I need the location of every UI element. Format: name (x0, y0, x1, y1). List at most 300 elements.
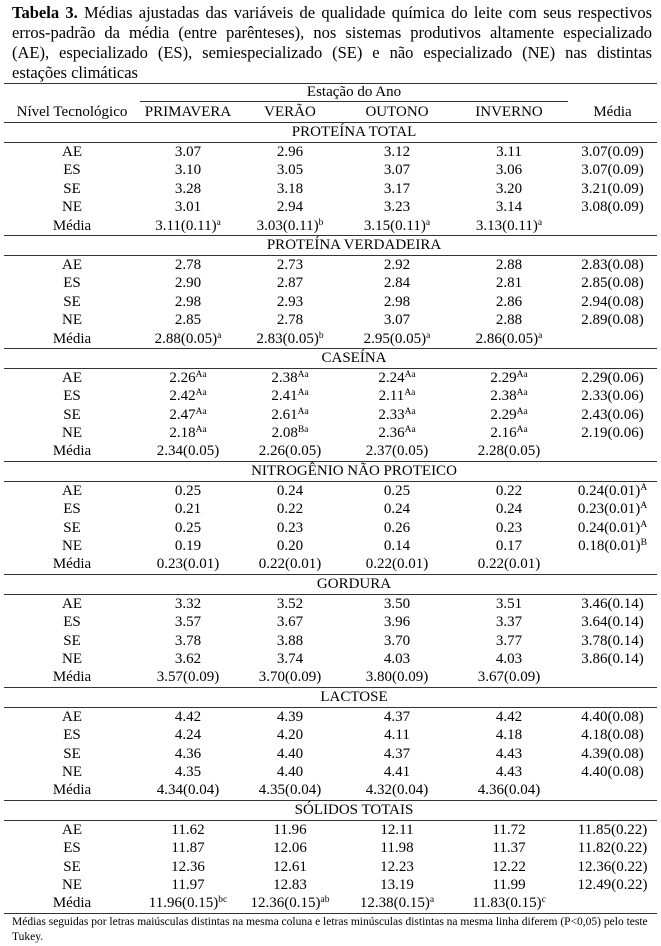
row-label: ES (63, 501, 81, 518)
table-row (4, 406, 657, 424)
cell-value: 3.80(0.09) (365, 669, 429, 686)
cell-value: 13.19 (380, 876, 414, 893)
cell-value: 0.25 (383, 482, 411, 499)
value-cell (236, 369, 344, 387)
section-title-spacer (568, 349, 657, 368)
cell-superscript: Aa (404, 388, 416, 399)
season-header-inverno: INVERNO (475, 104, 543, 120)
season-mean-cell (140, 217, 236, 235)
value-cell (140, 198, 236, 216)
cell-value: 0.23 (495, 519, 523, 536)
row-label: NE (62, 312, 82, 329)
value-cell (450, 143, 568, 161)
season-mean-cell (140, 442, 236, 460)
cell-value: 2.94(0.08) (581, 293, 644, 310)
cell-value: 3.88 (276, 632, 304, 649)
cell-value: 11.82(0.22) (577, 840, 648, 857)
table-row (4, 143, 657, 161)
cell-value: 11.96 (273, 821, 307, 838)
value-cell (140, 180, 236, 198)
section-title-row (4, 462, 657, 482)
row-label: Média (52, 895, 92, 912)
table-row (4, 650, 657, 668)
row-label: Média (52, 782, 92, 799)
cell-value: 3.32 (174, 595, 202, 612)
season-mean-cell (344, 442, 450, 460)
value-cell (236, 293, 344, 311)
cell-value: 11.97 (171, 876, 205, 893)
table-section (4, 801, 657, 914)
cell-value: 2.73 (276, 256, 304, 273)
cell-value: 3.78(0.14) (581, 632, 644, 649)
season-mean-cell (140, 330, 236, 348)
cell-value: 0.23 (276, 519, 304, 536)
caption-line (12, 3, 652, 23)
cell-value: 3.57(0.09) (156, 669, 220, 686)
section-title: NITROGÊNIO NÃO PROTEICO (251, 462, 457, 479)
cell-value: 3.74 (276, 650, 304, 667)
cell-value: 0.25 (174, 519, 202, 536)
cell-value: 3.96 (383, 614, 411, 631)
cell-value: 11.87 (171, 840, 205, 857)
cell-value: 3.67 (276, 614, 304, 631)
cell-value: 2.38 (271, 369, 298, 386)
mean-cell (568, 424, 657, 442)
cell-value: 4.18 (495, 727, 523, 744)
value-cell (344, 387, 450, 405)
value-cell (450, 274, 568, 292)
table-row (4, 161, 657, 179)
cell-value: 12.36(0.22) (577, 858, 648, 875)
cell-value: 4.11 (384, 727, 410, 744)
mean-cell (568, 519, 657, 537)
value-cell (140, 482, 236, 500)
season-mean-cell (344, 217, 450, 235)
mean-cell (568, 821, 657, 839)
cell-superscript: Aa (516, 425, 528, 436)
season-mean-cell (140, 668, 236, 686)
section-title-row (4, 236, 657, 256)
value-cell (450, 180, 568, 198)
row-label: Média (52, 669, 92, 686)
cell-value: 3.07(0.09) (581, 162, 644, 179)
caption-line: erros-padrão da média (entre parênteses), nos sistemas produtivos altamente especializado (12, 23, 652, 42)
value-cell (236, 595, 344, 613)
cell-value: 2.33 (378, 406, 405, 423)
value-cell (236, 180, 344, 198)
cell-superscript: Aa (195, 388, 207, 399)
mean-cell (568, 293, 657, 311)
cell-value: 3.37 (495, 614, 523, 631)
cell-value: 0.22(0.01) (258, 556, 322, 573)
value-cell (344, 708, 450, 726)
section-title-spacer (4, 349, 140, 368)
cell-superscript: Aa (516, 388, 528, 399)
value-cell (450, 537, 568, 555)
season-mean-cell (450, 442, 568, 460)
value-cell (236, 745, 344, 763)
mean-cell (568, 726, 657, 744)
row-label: NE (62, 199, 82, 216)
cell-value: 0.20 (276, 538, 304, 555)
table-section (4, 688, 657, 801)
row-label: SE (63, 519, 81, 536)
table-row (4, 256, 657, 274)
section-title: LACTOSE (320, 688, 388, 705)
cell-value: 3.78 (174, 632, 202, 649)
cell-value: 3.17 (383, 180, 411, 197)
cell-value: 2.86(0.05) (475, 330, 539, 347)
value-cell (344, 256, 450, 274)
cell-value: 2.61 (271, 406, 298, 423)
value-cell (140, 256, 236, 274)
cell-value: 11.85(0.22) (577, 821, 648, 838)
cell-value: 4.03 (495, 650, 523, 667)
value-cell (236, 763, 344, 781)
value-cell (236, 311, 344, 329)
value-cell (236, 839, 344, 857)
row-label: NE (62, 876, 82, 893)
cell-value: 4.37 (383, 708, 411, 725)
mean-cell (568, 595, 657, 613)
cell-superscript: A (640, 519, 648, 530)
cell-value: 2.98 (383, 293, 411, 310)
season-mean-cell (450, 668, 568, 686)
mean-cell (568, 256, 657, 274)
cell-superscript: a (538, 330, 543, 341)
cell-value: 3.11 (496, 144, 522, 160)
value-cell (450, 595, 568, 613)
cell-superscript: Aa (404, 406, 416, 417)
row-label: ES (63, 727, 81, 744)
mean-cell (568, 369, 657, 387)
row-label: Média (52, 330, 92, 347)
season-header-outono: OUTONO (365, 104, 429, 120)
value-cell (344, 424, 450, 442)
cell-value: 0.22(0.01) (365, 556, 429, 573)
value-cell (140, 595, 236, 613)
row-label-header (4, 84, 140, 122)
cell-value: 4.20 (276, 727, 304, 744)
cell-superscript: Aa (404, 369, 416, 380)
value-cell (140, 161, 236, 179)
cell-value: 0.22 (495, 482, 523, 499)
cell-value: 2.83(0.08) (581, 256, 644, 273)
cell-value: 3.64(0.14) (581, 614, 644, 631)
row-label: ES (63, 840, 81, 857)
season-mean-cell (236, 217, 344, 235)
row-label: ES (63, 614, 81, 631)
season-header-primavera: PRIMAVERA (144, 104, 232, 120)
value-cell (450, 763, 568, 781)
mean-row (4, 555, 657, 574)
value-cell (140, 613, 236, 631)
mean-cell (568, 180, 657, 198)
row-label: ES (63, 275, 81, 292)
season-group-label: Estação do Ano (140, 84, 568, 102)
mean-cell (568, 650, 657, 668)
mean-row (4, 894, 657, 913)
cell-value: 2.85(0.08) (581, 275, 644, 292)
cell-value: 4.43 (495, 745, 523, 762)
cell-value: 4.18(0.08) (581, 727, 644, 744)
cell-value: 4.40 (276, 763, 304, 780)
cell-value: 4.03 (383, 650, 411, 667)
cell-superscript: Aa (516, 369, 528, 380)
cell-value: 4.42 (495, 708, 523, 725)
section-title-spacer (568, 236, 657, 255)
cell-value: 4.39 (276, 708, 304, 725)
cell-value: 3.14 (495, 199, 523, 216)
cell-value: 2.38 (490, 388, 517, 405)
mean-cell (568, 632, 657, 650)
cell-value: 3.62 (174, 650, 202, 667)
row-label: SE (63, 406, 81, 423)
cell-value: 2.28(0.05) (477, 443, 541, 460)
cell-superscript: Aa (297, 388, 309, 399)
season-mean-cell (344, 330, 450, 348)
value-cell (450, 519, 568, 537)
mean-cell (568, 143, 657, 161)
season-mean-cell (236, 555, 344, 573)
value-cell (236, 726, 344, 744)
mean-cell (568, 839, 657, 857)
cell-value: 4.34(0.04) (156, 782, 220, 799)
cell-superscript: Aa (297, 406, 309, 417)
table-row (4, 500, 657, 518)
row-label: AE (62, 821, 82, 838)
value-cell (236, 821, 344, 839)
cell-value: 3.20 (495, 180, 523, 197)
value-cell (450, 161, 568, 179)
mean-cell (568, 387, 657, 405)
mean-cell (568, 708, 657, 726)
row-label: NE (62, 763, 82, 780)
cell-value: 2.89(0.08) (581, 312, 644, 329)
caption-line: estações climáticas (12, 63, 138, 82)
table-section (4, 575, 657, 688)
cell-value: 4.41 (383, 763, 411, 780)
value-cell (344, 821, 450, 839)
cell-value: 3.06 (495, 162, 523, 179)
value-cell (344, 613, 450, 631)
section-title-spacer (568, 575, 657, 594)
season-mean-cell (236, 330, 344, 348)
cell-value: 3.01 (174, 199, 202, 216)
value-cell (450, 424, 568, 442)
cell-value: 0.18(0.01) (578, 538, 641, 555)
cell-value: 11.99 (492, 876, 526, 893)
row-label: Média (52, 556, 92, 573)
cell-value: 3.18 (276, 180, 304, 197)
mean-row (4, 668, 657, 687)
value-cell (450, 876, 568, 894)
table-row (4, 387, 657, 405)
value-cell (236, 632, 344, 650)
value-cell (140, 143, 236, 161)
mean-cell (568, 537, 657, 555)
season-mean-cell (236, 668, 344, 686)
table-section (4, 462, 657, 575)
value-cell (140, 369, 236, 387)
cell-value: 11.37 (492, 840, 526, 857)
mean-row (4, 781, 657, 800)
value-cell (236, 858, 344, 876)
cell-value: 4.36(0.04) (477, 782, 541, 799)
cell-value: 0.24(0.01) (577, 519, 641, 536)
cell-value: 2.92 (383, 256, 411, 273)
cell-value: 11.96(0.15) (148, 895, 219, 912)
value-cell (140, 745, 236, 763)
cell-superscript: Aa (297, 369, 309, 380)
section-title: PROTEÍNA VERDADEIRA (266, 236, 442, 253)
cell-value: 4.40(0.08) (581, 763, 644, 780)
cell-value: 3.11(0.11) (155, 217, 217, 234)
value-cell (140, 406, 236, 424)
value-cell (236, 424, 344, 442)
value-cell (344, 311, 450, 329)
cell-value: 2.87 (276, 275, 304, 292)
value-cell (236, 500, 344, 518)
cell-value: 11.72 (492, 821, 526, 838)
section-title-spacer (568, 123, 657, 142)
value-cell (450, 387, 568, 405)
season-mean-cell (236, 442, 344, 460)
cell-value: 0.24 (495, 501, 523, 518)
season-mean-cell (450, 330, 568, 348)
cell-value: 2.78 (276, 312, 304, 329)
cell-value: 2.96 (276, 144, 304, 160)
cell-superscript: A (640, 482, 648, 493)
row-label: ES (63, 162, 81, 179)
cell-value: 2.42 (169, 388, 196, 405)
value-cell (236, 482, 344, 500)
table-row (4, 274, 657, 292)
table-row (4, 311, 657, 329)
value-cell (344, 650, 450, 668)
value-cell (344, 161, 450, 179)
cell-value: 2.36 (378, 425, 405, 442)
cell-value: 0.19 (174, 538, 202, 555)
cell-value: 0.24 (383, 501, 411, 518)
value-cell (450, 500, 568, 518)
cell-value: 4.43 (495, 763, 523, 780)
cell-superscript: Ba (297, 425, 309, 436)
value-cell (344, 293, 450, 311)
value-cell (450, 858, 568, 876)
value-cell (236, 708, 344, 726)
season-mean-cell (140, 894, 236, 912)
row-label: NE (62, 538, 82, 555)
section-title-spacer (4, 801, 140, 820)
value-cell (450, 839, 568, 857)
season-mean-cell (450, 555, 568, 573)
row-label: SE (63, 858, 81, 875)
cell-value: 12.38(0.15) (359, 895, 430, 912)
mean-row (4, 330, 657, 349)
table-row (4, 858, 657, 876)
cell-value: 4.24 (174, 727, 202, 744)
value-cell (344, 726, 450, 744)
table-row (4, 180, 657, 198)
empty-cell (568, 894, 657, 912)
cell-superscript: B (640, 538, 647, 549)
season-mean-cell (450, 894, 568, 912)
cell-superscript: Aa (195, 425, 207, 436)
cell-value: 2.18 (169, 425, 196, 442)
cell-value: 12.11 (380, 821, 414, 838)
table-row (4, 595, 657, 613)
value-cell (236, 198, 344, 216)
cell-value: 2.90 (174, 275, 202, 292)
cell-value: 2.88 (495, 312, 523, 329)
value-cell (140, 763, 236, 781)
cell-superscript: a (216, 217, 221, 228)
value-cell (450, 482, 568, 500)
mean-column-header (568, 84, 657, 122)
cell-value: 12.36(0.15) (250, 895, 321, 912)
cell-value: 0.26 (383, 519, 411, 536)
cell-value: 0.21 (174, 501, 202, 518)
value-cell (236, 143, 344, 161)
row-label: AE (62, 144, 82, 160)
empty-cell (568, 330, 657, 348)
mean-cell (568, 161, 657, 179)
season-mean-cell (344, 668, 450, 686)
cell-value: 3.13(0.11) (475, 217, 538, 234)
value-cell (140, 708, 236, 726)
cell-value: 4.40(0.08) (581, 708, 644, 725)
cell-value: 0.17 (495, 538, 523, 555)
value-cell (236, 613, 344, 631)
cell-value: 3.12 (383, 144, 411, 160)
cell-value: 4.35(0.04) (258, 782, 322, 799)
cell-value: 12.83 (273, 876, 307, 893)
value-cell (450, 311, 568, 329)
cell-value: 3.03(0.11) (256, 217, 319, 234)
cell-value: 2.88 (495, 256, 523, 273)
cell-value: 2.83(0.05) (256, 330, 319, 347)
season-group-header (140, 84, 568, 122)
cell-superscript: b (318, 330, 324, 341)
table-footnote: Médias seguidas por letras maiúsculas distintas na mesma coluna e letras minúsculas distintas na mesma linha diferem (P<0,05) pelo teste Tukey. (12, 916, 648, 943)
season-mean-cell (450, 781, 568, 799)
cell-value: 2.43(0.06) (581, 406, 644, 423)
cell-value: 2.81 (495, 275, 523, 292)
cell-value: 2.16 (490, 425, 517, 442)
table-row (4, 293, 657, 311)
section-title-spacer (4, 462, 140, 481)
value-cell (140, 650, 236, 668)
value-cell (140, 839, 236, 857)
value-cell (344, 143, 450, 161)
row-label: AE (62, 256, 82, 273)
cell-value: 3.70(0.09) (258, 669, 322, 686)
cell-value: 2.84 (383, 275, 411, 292)
value-cell (450, 650, 568, 668)
cell-value: 2.37(0.05) (365, 443, 429, 460)
mean-cell (568, 763, 657, 781)
value-cell (236, 161, 344, 179)
cell-value: 11.98 (380, 840, 414, 857)
cell-value: 3.52 (276, 595, 304, 612)
section-title: CASEÍNA (321, 349, 387, 366)
value-cell (140, 293, 236, 311)
season-mean-cell (344, 781, 450, 799)
value-cell (450, 745, 568, 763)
season-headers (140, 102, 568, 122)
cell-value: 11.62 (171, 821, 205, 838)
